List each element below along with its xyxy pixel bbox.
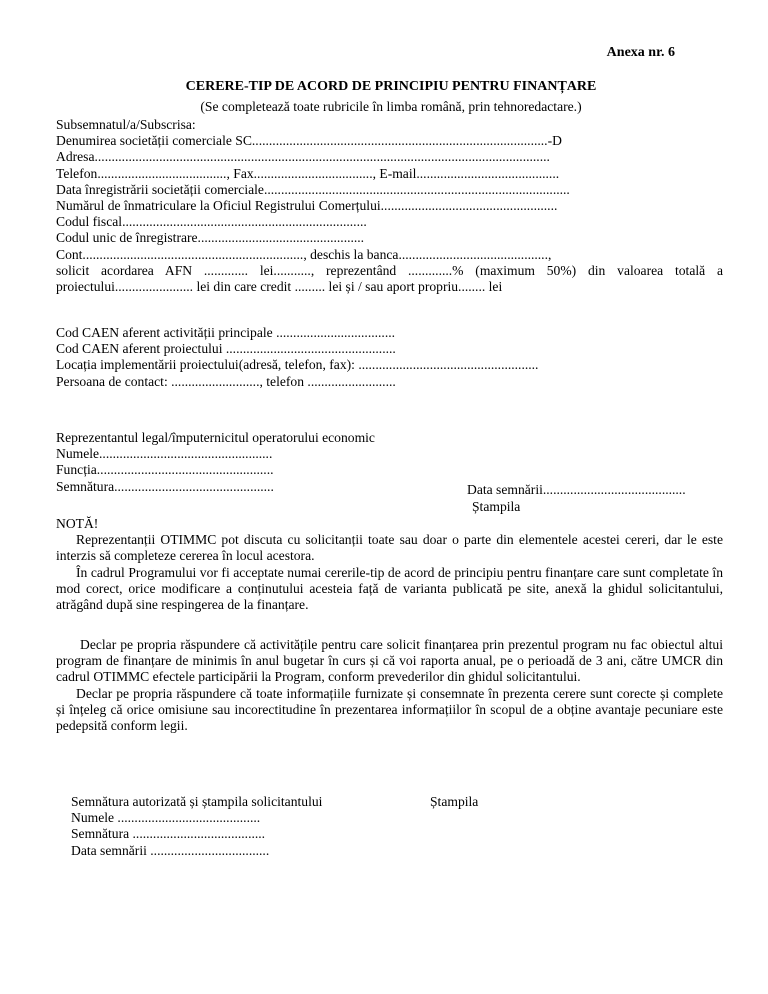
rep-function: Funcția.................................................... xyxy=(56,462,274,478)
rep-signing-date: Data semnării.......................................... xyxy=(467,482,686,497)
declaration-paragraph-2: Declar pe propria răspundere că toate informațiile furnizate și consemnate în prezenta cerere sunt corecte și complete și înțeleg că orice omisiune sau incorectitudine în prezentarea informațiilor în scopul de a obține avantaje pecuniare este pedepsită conform legii. xyxy=(56,685,723,734)
field-afn-request: solicit acordarea AFN ............. lei..........., reprezentând .............% (maximum 50%) din valoarea totală a xyxy=(56,262,723,278)
annex-number: Anexa nr. 6 xyxy=(606,45,675,60)
field-project-location: Locația implementării proiectului(adresă, telefon, fax): ..................................................... xyxy=(56,357,539,373)
field-unique-registration-code: Codul unic de înregistrare................................................. xyxy=(56,230,365,246)
rep-stamp: Ștampila xyxy=(472,499,521,514)
field-contact-person: Persoana de contact: .........................., telefon .......................... xyxy=(56,373,396,389)
final-signing-date: Data semnării ................................... xyxy=(71,842,270,858)
authorized-signature-label: Semnătura autorizată și ștampila solicitantului xyxy=(71,794,323,809)
field-fiscal-code: Codul fiscal........................................................................ xyxy=(56,214,367,230)
final-name: Numele .......................................... xyxy=(71,810,261,826)
field-registry-number: Numărul de înmatriculare la Oficiul Registrului Comerțului.................................................... xyxy=(56,197,558,213)
field-project-value: proiectului....................... lei din care credit ......... lei și / sau aport propriu........ lei xyxy=(56,278,503,294)
final-stamp: Ștampila xyxy=(430,794,479,809)
project-fields xyxy=(56,325,723,390)
field-contact-numbers: Telefon......................................, Fax..................................., E-mail.......................................... xyxy=(56,165,560,181)
field-registration-date: Data înregistrării societății comerciale.......................................................................................... xyxy=(56,181,570,197)
applicant-fields xyxy=(56,117,723,295)
document-title: CERERE-TIP DE ACORD DE PRINCIPIU PENTRU FINANȚARE xyxy=(185,79,597,94)
document-subtitle: (Se completează toate rubricile în limba română, prin tehnoredactare.) xyxy=(200,99,582,114)
rep-heading: Reprezentantul legal/împuternicitul operatorului economic xyxy=(56,430,375,445)
final-signature-block xyxy=(71,794,671,859)
declaration-paragraph-1: Declar pe propria răspundere că activitățile pentru care solicit finanțarea prin prezentul program nu fac obiectul altui program de finanțare de minimis în anul bugetar în curs și că voi raporta anual, pe o perioadă de 3 ani, către UMCR din cadrul OTIMMC efectele participării la Program, conform prevederilor din ghidul solicitantului. xyxy=(56,637,723,685)
field-applicant: Subsemnatul/a/Subscrisa: xyxy=(56,117,196,132)
note-heading: NOTĂ! xyxy=(56,516,99,531)
rep-name: Numele................................................... xyxy=(56,446,273,462)
field-caen-main: Cod CAEN aferent activității principale ................................... xyxy=(56,325,396,340)
note-paragraph-2: În cadrul Programului vor fi acceptate numai cererile-tip de acord de principiu pentru finanțare care sunt completate în mod corect, orice modificare a conținutului acesteia față de varianta publicată pe site, anexă la ghidul solicitantului, atrăgând după sine respingerea de la finanțare. xyxy=(56,564,723,612)
field-address: Adresa...................................................................................................................................... xyxy=(56,149,550,165)
note-section xyxy=(56,516,723,613)
rep-signature: Semnătura............................................... xyxy=(56,478,274,494)
field-caen-project: Cod CAEN aferent proiectului .................................................. xyxy=(56,341,396,357)
declaration-section xyxy=(56,637,723,734)
field-company-name: Denumirea societății comerciale SC.......................................................................................-D xyxy=(56,133,562,149)
note-paragraph-1: Reprezentanții OTIMMC pot discuta cu solicitanții toate sau doar o parte din elementele acestei cereri, dar le este interzis să completeze cererea în locul acestora. xyxy=(56,532,723,564)
final-signature: Semnătura ....................................... xyxy=(71,826,266,842)
field-bank-account: Cont................................................................., deschis la banca............................................, xyxy=(56,246,552,262)
